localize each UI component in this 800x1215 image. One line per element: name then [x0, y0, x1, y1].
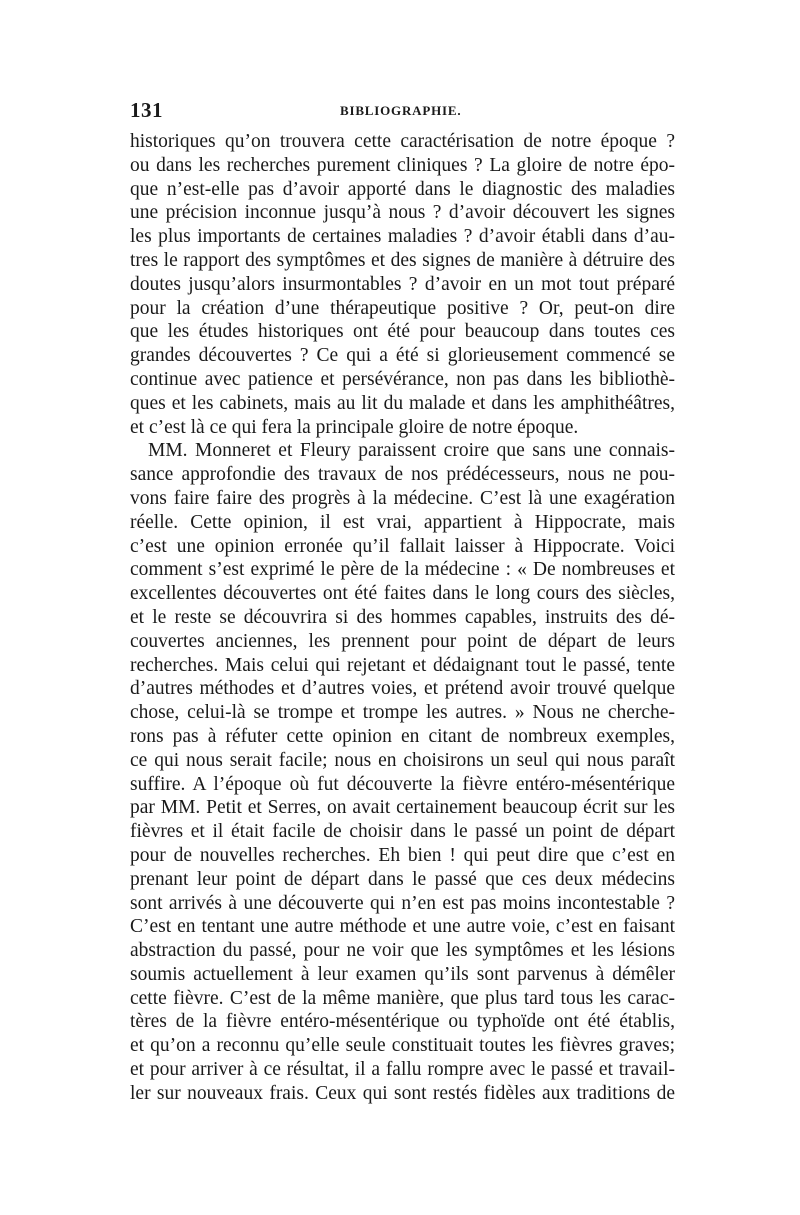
text-line: recherches. Mais celui qui rejetant et dédaignant tout le passé, tente: [130, 654, 675, 676]
text-line: cette fièvre. C’est de la même manière, que plus tard tous les carac-: [130, 987, 675, 1009]
text-line: réelle. Cette opinion, il est vrai, appartient à Hippocrate, mais: [130, 511, 675, 533]
text-line: tres le rapport des symptômes et des signes de manière à détruire des: [130, 249, 675, 271]
text-line: suffire. A l’époque où fut découverte la fièvre entéro-mésentérique: [130, 773, 675, 795]
text-line: prenant leur point de départ dans le passé que ces deux médecins: [130, 868, 675, 890]
running-title: BIBLIOGRAPHIE.: [340, 103, 462, 118]
text-line: excellentes découvertes ont été faites dans le long cours des siècles,: [130, 583, 675, 605]
text-line: ques et les cabinets, mais au lit du malade et dans les amphithéâtres,: [130, 392, 675, 414]
text-line: abstraction du passé, pour ne voir que les symptômes et les lésions: [130, 940, 675, 962]
text-line: une précision inconnue jusqu’à nous ? d’avoir découvert les signes: [130, 202, 675, 224]
text-line: continue avec patience et persévérance, non pas dans les bibliothè-: [130, 368, 675, 390]
text-line: chose, celui-là se trompe et trompe les autres. » Nous ne cherche-: [130, 702, 675, 724]
text-line: couvertes anciennes, les prennent pour point de départ de leurs: [130, 630, 675, 652]
page-number: 131: [130, 98, 163, 122]
text-line: par MM. Petit et Serres, on avait certainement beaucoup écrit sur les: [130, 797, 675, 819]
text-line: soumis actuellement à leur examen qu’ils sont parvenus à démêler: [130, 963, 675, 985]
text-line: et pour arriver à ce résultat, il a fallu rompre avec le passé et travail-: [130, 1059, 675, 1081]
text-line: sance approfondie des travaux de nos prédécesseurs, nous ne pou-: [130, 464, 675, 486]
text-line: que les études historiques ont été pour beaucoup dans toutes ces: [130, 321, 675, 343]
text-line: fièvres et il était facile de choisir dans le passé un point de départ: [130, 821, 675, 843]
text-line: sont arrivés à une découverte qui n’en est pas moins incontestable ?: [130, 892, 675, 914]
text-line: et qu’on a reconnu qu’elle seule constituait toutes les fièvres graves;: [130, 1035, 675, 1057]
text-line: ou dans les recherches purement cliniques ? La gloire de notre épo-: [130, 154, 675, 176]
text-line: pour de nouvelles recherches. Eh bien ! qui peut dire que c’est en: [130, 844, 675, 866]
text-line: comment s’est exprimé le père de la médecine : « De nombreuses et: [130, 559, 675, 581]
text-line: d’autres méthodes et d’autres voies, et prétend avoir trouvé quelque: [130, 678, 675, 700]
text-line: et le reste se découvrira si des hommes capables, instruits des dé-: [130, 606, 675, 628]
text-line: MM. Monneret et Fleury paraissent croire que sans une connais-: [148, 440, 675, 462]
text-line: c’est une opinion erronée qu’il fallait laisser à Hippocrate. Voici: [130, 535, 675, 557]
page-header: [130, 98, 675, 124]
text-line: ler sur nouveaux frais. Ceux qui sont restés fidèles aux traditions de: [130, 1082, 675, 1104]
body-text: [130, 130, 675, 1106]
text-line: tères de la fièvre entéro-mésentérique ou typhoïde ont été établis,: [130, 1011, 675, 1033]
text-line: C’est en tentant une autre méthode et une autre voie, c’est en faisant: [130, 916, 675, 938]
text-line: que n’est-elle pas d’avoir apporté dans le diagnostic des maladies: [130, 178, 675, 200]
text-line: rons pas à réfuter cette opinion en citant de nombreux exemples,: [130, 725, 675, 747]
text-line: pour la création d’une thérapeutique positive ? Or, peut-on dire: [130, 297, 675, 319]
text-line: vons faire faire des progrès à la médecine. C’est là une exagération: [130, 487, 675, 509]
text-line: grandes découvertes ? Ce qui a été si glorieusement commencé se: [130, 345, 675, 367]
text-line: et c’est là ce qui fera la principale gloire de notre époque.: [130, 416, 579, 438]
text-line: historiques qu’on trouvera cette caractérisation de notre époque ?: [130, 131, 675, 152]
text-line: ce qui nous serait facile; nous en choisirons un seul qui nous paraît: [130, 749, 675, 771]
text-line: les plus importants de certaines maladies ? d’avoir établi dans d’au-: [130, 226, 675, 248]
text-line: doutes jusqu’alors insurmontables ? d’avoir en un mot tout préparé: [130, 273, 675, 295]
